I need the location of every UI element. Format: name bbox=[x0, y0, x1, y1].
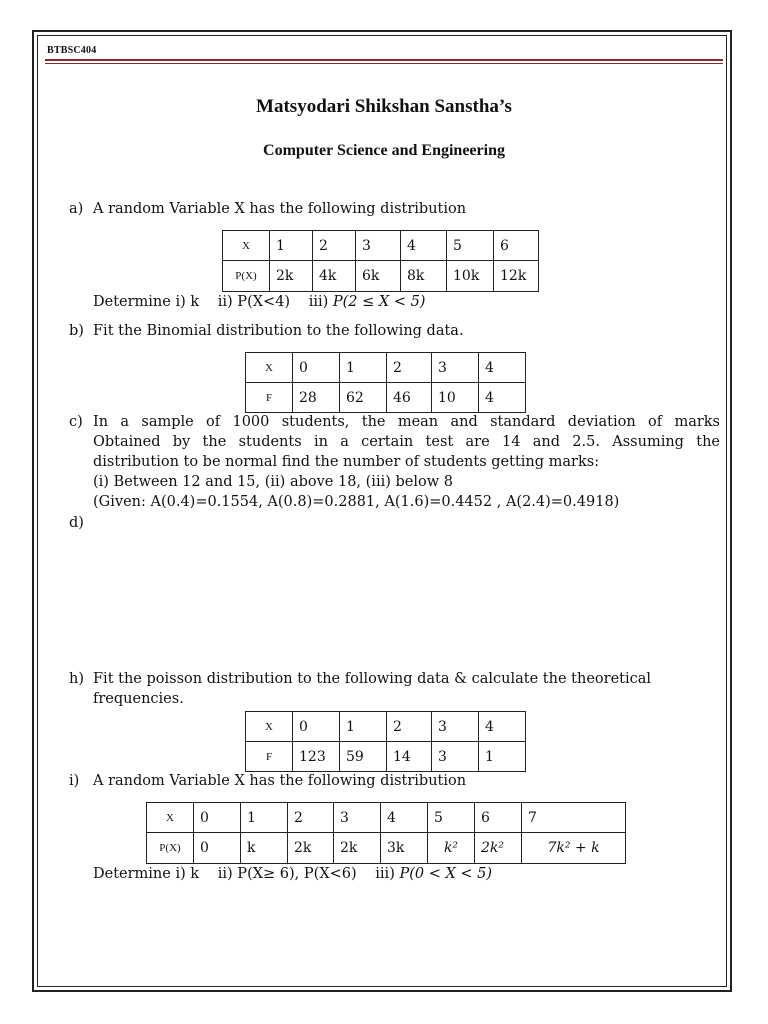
question-a-label: a) bbox=[69, 201, 84, 217]
table-header-f: F bbox=[246, 383, 293, 413]
table-cell: 4 bbox=[479, 353, 526, 383]
determine-intro: Determine i) k bbox=[93, 866, 200, 882]
table-header-x: X bbox=[246, 353, 293, 383]
header-rule-thin bbox=[45, 63, 723, 64]
question-i-table bbox=[146, 802, 626, 864]
determine-part3-math: P(0 < X < 5) bbox=[399, 866, 493, 882]
table-cell: 2k² bbox=[475, 833, 522, 864]
table-cell: 0 bbox=[194, 803, 241, 833]
table-cell: k² bbox=[428, 833, 475, 864]
table-cell: 10 bbox=[432, 383, 479, 413]
table-cell: 0 bbox=[194, 833, 241, 864]
table-cell: 3 bbox=[356, 231, 401, 261]
table-cell: 2 bbox=[313, 231, 356, 261]
table-cell: 8k bbox=[401, 261, 447, 292]
table-cell: 4 bbox=[381, 803, 428, 833]
table-cell: 14 bbox=[387, 742, 432, 772]
table-header-px: P(X) bbox=[147, 833, 194, 864]
determine-part3-label: iii) bbox=[375, 866, 395, 882]
table-cell: 2k bbox=[288, 833, 334, 864]
question-i-determine bbox=[93, 866, 492, 882]
table-cell: 3 bbox=[432, 712, 479, 742]
question-b-text: Fit the Binomial distribution to the following data. bbox=[93, 323, 464, 339]
question-c-line3: distribution to be normal find the number of students getting marks: bbox=[93, 454, 600, 470]
table-cell: 28 bbox=[293, 383, 340, 413]
institution-title: Matsyodari Shikshan Sanstha’s bbox=[256, 96, 512, 117]
department-subtitle: Computer Science and Engineering bbox=[263, 142, 505, 159]
table-cell: 1 bbox=[241, 803, 288, 833]
table-cell: 1 bbox=[340, 712, 387, 742]
question-h-line2: frequencies. bbox=[93, 691, 184, 707]
question-c-line1: In a sample of 1000 students, the mean and standard deviation of marks bbox=[93, 414, 720, 430]
table-cell: 1 bbox=[340, 353, 387, 383]
determine-intro: Determine i) k bbox=[93, 294, 200, 310]
table-cell: 2 bbox=[387, 712, 432, 742]
table-cell: 6k bbox=[356, 261, 401, 292]
table-header-px: P(X) bbox=[223, 261, 270, 292]
table-cell: 7k² + k bbox=[522, 833, 626, 864]
question-h-label: h) bbox=[69, 671, 84, 687]
question-a-table bbox=[222, 230, 539, 292]
table-cell: 7 bbox=[522, 803, 626, 833]
table-cell: 0 bbox=[293, 712, 340, 742]
table-cell: 2 bbox=[387, 353, 432, 383]
question-h-table bbox=[245, 711, 526, 772]
table-cell: 10k bbox=[447, 261, 494, 292]
question-i-text: A random Variable X has the following distribution bbox=[93, 773, 467, 789]
table-cell: 1 bbox=[270, 231, 313, 261]
table-cell: 12k bbox=[494, 261, 539, 292]
question-h-line1: Fit the poisson distribution to the following data & calculate the theoretical bbox=[93, 671, 652, 687]
question-i-label: i) bbox=[69, 773, 80, 789]
table-cell: 5 bbox=[428, 803, 475, 833]
question-c-label: c) bbox=[69, 414, 83, 430]
determine-part3-label: iii) bbox=[308, 294, 329, 310]
table-cell: 2k bbox=[334, 833, 381, 864]
table-header-f: F bbox=[246, 742, 293, 772]
question-c-line5: (Given: A(0.4)=0.1554, A(0.8)=0.2881, A(1.6)=0.4452 , A(2.4)=0.4918) bbox=[93, 494, 620, 510]
table-cell: 0 bbox=[293, 353, 340, 383]
table-cell: 62 bbox=[340, 383, 387, 413]
question-a-determine bbox=[93, 294, 425, 310]
determine-part2: ii) P(X<4) bbox=[217, 294, 291, 310]
course-code: BTBSC404 bbox=[47, 45, 97, 56]
table-cell: 4 bbox=[479, 712, 526, 742]
question-b-table bbox=[245, 352, 526, 413]
table-cell: 6 bbox=[475, 803, 522, 833]
question-a-text: A random Variable X has the following distribution bbox=[93, 201, 467, 217]
question-d-label: d) bbox=[69, 515, 84, 531]
table-header-x: X bbox=[223, 231, 270, 261]
table-cell: 46 bbox=[387, 383, 432, 413]
table-header-x: X bbox=[246, 712, 293, 742]
table-cell: 4k bbox=[313, 261, 356, 292]
header-rule bbox=[45, 59, 723, 61]
table-cell: 6 bbox=[494, 231, 539, 261]
table-cell: 1 bbox=[479, 742, 526, 772]
table-cell: 3 bbox=[432, 742, 479, 772]
table-cell: 3 bbox=[432, 353, 479, 383]
table-cell: 123 bbox=[293, 742, 340, 772]
table-header-x: X bbox=[147, 803, 194, 833]
table-cell: 3 bbox=[334, 803, 381, 833]
determine-part3-math: P(2 ≤ X < 5) bbox=[332, 294, 426, 310]
table-cell: k bbox=[241, 833, 288, 864]
table-cell: 4 bbox=[401, 231, 447, 261]
table-cell: 2k bbox=[270, 261, 313, 292]
table-cell: 3k bbox=[381, 833, 428, 864]
table-cell: 59 bbox=[340, 742, 387, 772]
determine-part2: ii) P(X≥ 6), P(X<6) bbox=[217, 866, 357, 882]
table-cell: 5 bbox=[447, 231, 494, 261]
table-cell: 4 bbox=[479, 383, 526, 413]
question-b-label: b) bbox=[69, 323, 84, 339]
table-cell: 2 bbox=[288, 803, 334, 833]
question-c-line4: (i) Between 12 and 15, (ii) above 18, (iii) below 8 bbox=[93, 474, 453, 490]
question-c-line2: Obtained by the students in a certain test are 14 and 2.5. Assuming the bbox=[93, 434, 720, 450]
